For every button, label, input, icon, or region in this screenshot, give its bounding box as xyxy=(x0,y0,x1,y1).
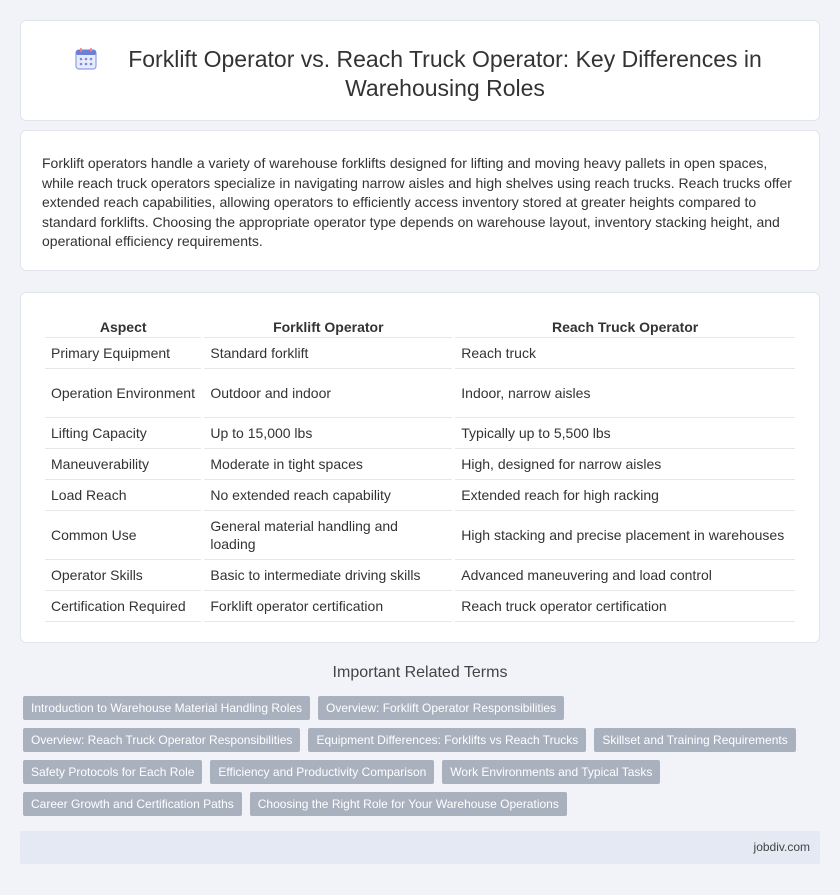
intro-paragraph: Forklift operators handle a variety of warehouse forklifts designed for lifting and moving heavy pallets in open spaces, while reach truck operators specialize in navigating narrow aisles and high shelves using reach trucks. Reach trucks offer extended reach capabilities, allowing operators to efficiently access inventory stored at greater heights compared to standard forklifts. Choosing the appropriate operator type depends on warehouse layout, inventory stacking height, and operational efficiency requirements. xyxy=(42,155,792,249)
related-term-tag[interactable]: Overview: Forklift Operator Responsibilities xyxy=(318,696,564,720)
related-term-tag[interactable]: Efficiency and Productivity Comparison xyxy=(210,760,434,784)
table-cell-forklift: Forklift operator certification xyxy=(204,591,452,622)
table-cell-forklift: General material handling and loading xyxy=(204,511,452,560)
table-cell-forklift: Outdoor and indoor xyxy=(204,369,452,418)
table-row xyxy=(45,338,795,369)
related-term-tag[interactable]: Work Environments and Typical Tasks xyxy=(442,760,660,784)
comparison-table-card xyxy=(20,292,820,643)
table-row xyxy=(45,480,795,511)
table-cell-forklift: Moderate in tight spaces xyxy=(204,449,452,480)
column-header-reach-truck: Reach Truck Operator xyxy=(455,314,795,338)
table-row xyxy=(45,511,795,560)
related-terms-tags xyxy=(23,696,803,816)
related-terms-heading: Important Related Terms xyxy=(332,664,508,681)
related-term-tag[interactable]: Equipment Differences: Forklifts vs Reach Trucks xyxy=(308,728,586,752)
related-term-tag[interactable]: Overview: Reach Truck Operator Responsibilities xyxy=(23,728,300,752)
table-cell-aspect: Operator Skills xyxy=(45,560,201,591)
column-header-forklift: Forklift Operator xyxy=(204,314,452,338)
table-cell-aspect: Load Reach xyxy=(45,480,201,511)
title-wrap xyxy=(21,45,819,103)
table-cell-reach-truck: Reach truck xyxy=(455,338,795,369)
table-cell-reach-truck: High stacking and precise placement in warehouses xyxy=(455,511,795,560)
table-cell-reach-truck: High, designed for narrow aisles xyxy=(455,449,795,480)
table-cell-aspect: Maneuverability xyxy=(45,449,201,480)
table-cell-forklift: Up to 15,000 lbs xyxy=(204,418,452,449)
table-row xyxy=(45,560,795,591)
table-cell-forklift: Basic to intermediate driving skills xyxy=(204,560,452,591)
table-row xyxy=(45,591,795,622)
comparison-table xyxy=(42,314,798,622)
table-cell-reach-truck: Extended reach for high racking xyxy=(455,480,795,511)
page-title: Forklift Operator vs. Reach Truck Operator: Key Differences in Warehousing Roles xyxy=(128,46,762,101)
table-cell-aspect: Primary Equipment xyxy=(45,338,201,369)
table-cell-aspect: Certification Required xyxy=(45,591,201,622)
table-cell-reach-truck: Reach truck operator certification xyxy=(455,591,795,622)
table-row xyxy=(45,418,795,449)
related-term-tag[interactable]: Safety Protocols for Each Role xyxy=(23,760,202,784)
table-cell-forklift: Standard forklift xyxy=(204,338,452,369)
intro-card xyxy=(20,130,820,271)
table-cell-aspect: Lifting Capacity xyxy=(45,418,201,449)
table-row xyxy=(45,369,795,418)
table-row xyxy=(45,449,795,480)
table-cell-reach-truck: Typically up to 5,500 lbs xyxy=(455,418,795,449)
table-cell-reach-truck: Advanced maneuvering and load control xyxy=(455,560,795,591)
related-term-tag[interactable]: Choosing the Right Role for Your Warehouse Operations xyxy=(250,792,567,816)
table-cell-aspect: Common Use xyxy=(45,511,201,560)
footer xyxy=(20,831,820,864)
title-card xyxy=(20,20,820,121)
table-cell-aspect: Operation Environment xyxy=(45,369,201,418)
related-term-tag[interactable]: Career Growth and Certification Paths xyxy=(23,792,242,816)
table-header-row xyxy=(45,314,795,338)
column-header-aspect: Aspect xyxy=(45,314,201,338)
footer-site-link[interactable]: jobdiv.com xyxy=(753,840,810,854)
table-cell-reach-truck: Indoor, narrow aisles xyxy=(455,369,795,418)
related-term-tag[interactable]: Introduction to Warehouse Material Handling Roles xyxy=(23,696,310,720)
related-term-tag[interactable]: Skillset and Training Requirements xyxy=(594,728,795,752)
table-cell-forklift: No extended reach capability xyxy=(204,480,452,511)
